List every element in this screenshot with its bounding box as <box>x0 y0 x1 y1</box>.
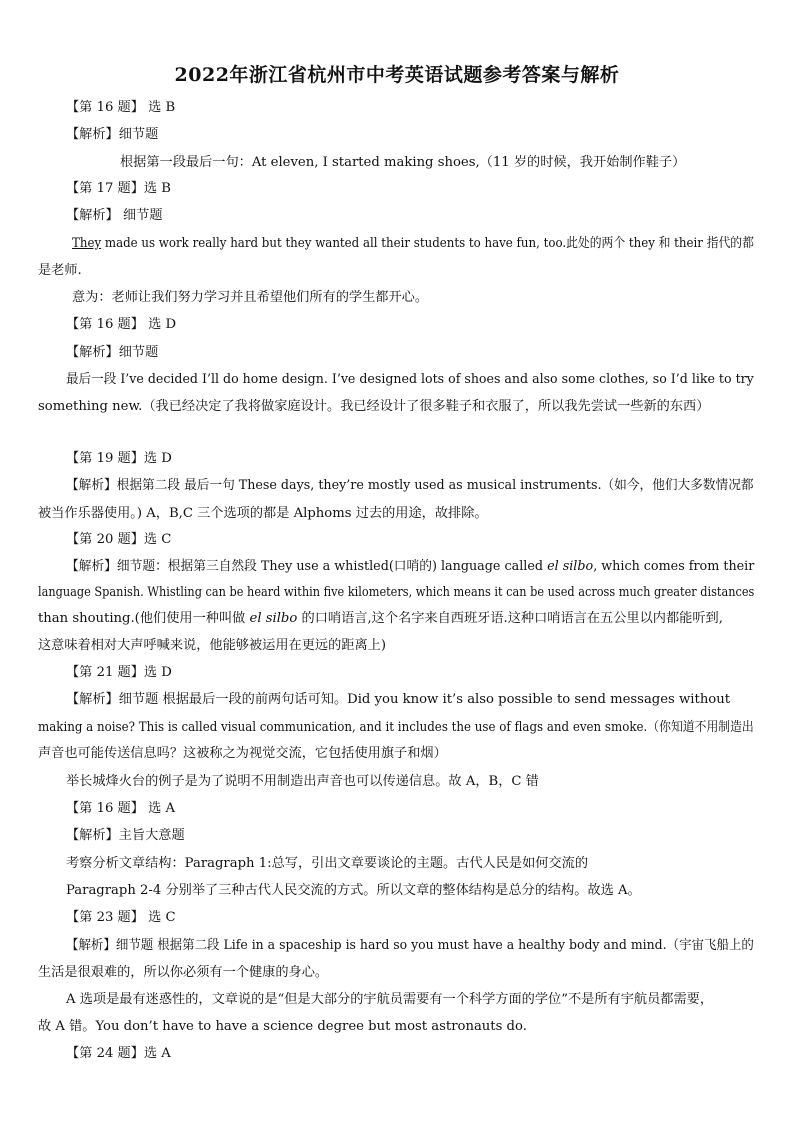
question-17-analysis-text-2: 是老师. <box>38 263 82 278</box>
question-20-analysis-text-3 <box>38 610 723 628</box>
question-17-analysis-text-rest: made us work really hard but they wanted all their students to have fun, too.此处的两个 they 和 their 指代的都 <box>101 236 754 251</box>
underlined-they: They <box>72 236 102 251</box>
question-20-text-part: 【解析】细节题：根据第三自然段 They use a whistled(口哨的) language called <box>66 559 548 574</box>
question-21-answer: 【第 21 题】选 D <box>66 665 172 680</box>
question-22-analysis-text-2: Paragraph 2-4 分别举了三种古代人民交流的方式。所以文章的整体结构是总分的结构。故选 A。 <box>66 883 641 898</box>
question-22-analysis-text: 考察分析文章结构：Paragraph 1:总写，引出文章要谈论的主题。古代人民是如何交流的 <box>66 856 589 871</box>
question-19-answer: 【第 19 题】选 D <box>66 451 172 466</box>
el-silbo-term: el silbo <box>249 611 298 626</box>
question-20-text-part: than shouting.(他们使用一种叫做 <box>38 611 250 626</box>
question-18-answer: 【第 16 题】 选 D <box>66 317 177 332</box>
question-23-answer: 【第 23 题】 选 C <box>66 910 176 925</box>
question-21-analysis-text-2: making a noise? This is called visual communication, and it includes the use of flags and even smoke.（你知道不用制造出 <box>38 720 754 735</box>
question-18-analysis-text-2: something new.（我已经决定了我将做家庭设计。我已经设计了很多鞋子和衣服了，所以我先尝试一些新的东西） <box>38 399 710 414</box>
question-16-answer: 【第 16 题】 选 B <box>66 100 176 115</box>
question-20-text-part: 的口哨语言,这个名字来自西班牙语.这种口哨语言在五公里以内都能听到, <box>297 611 723 626</box>
question-18-analysis-text: 最后一段 I’ve decided I’ll do home design. I’ve designed lots of shoes and also some clothes, so I’d like to try <box>66 372 754 387</box>
question-20-answer: 【第 20 题】选 C <box>66 532 172 547</box>
question-17-answer: 【第 17 题】选 B <box>66 181 171 196</box>
question-17-analysis-text <box>72 235 754 253</box>
question-20-analysis-text <box>66 558 754 576</box>
question-23-analysis-text-2: 生活是很艰难的，所以你必须有一个健康的身心。 <box>38 965 329 980</box>
question-20-analysis-text-4: 这意味着相对大声呼喊来说，他能够被运用在更远的距离上) <box>38 638 387 653</box>
question-18-analysis-label: 【解析】细节题 <box>66 345 159 360</box>
question-20-text-part: , which comes from their <box>593 559 755 574</box>
question-22-answer: 【第 16 题】 选 A <box>66 801 176 816</box>
question-21-analysis-text: 【解析】细节题 根据最后一段的前两句话可知。Did you know it’s also possible to send messages without <box>66 692 731 707</box>
document-title: 2022年浙江省杭州市中考英语试题参考答案与解析 <box>174 64 620 86</box>
question-17-analysis-label: 【解析】 细节题 <box>66 208 163 223</box>
question-23-option-a-note-2: 故 A 错。You don’t have to have a science degree but most astronauts do. <box>38 1019 527 1034</box>
question-22-analysis-label: 【解析】主旨大意题 <box>66 828 185 843</box>
question-16-analysis-label: 【解析】细节题 <box>66 127 159 142</box>
question-16-analysis-text: 根据第一段最后一句：At eleven, I started making shoes,（11 岁的时候，我开始制作鞋子） <box>120 155 686 170</box>
question-23-option-a-note: A 选项是最有迷惑性的，文章说的是“但是大部分的宇航员需要有一个科学方面的学位”不是所有宇航员都需要， <box>66 992 714 1007</box>
el-silbo-term: el silbo <box>547 559 594 574</box>
question-17-meaning: 意为：老师让我们努力学习并且希望他们所有的学生都开心。 <box>72 290 429 305</box>
question-20-analysis-text-2: language Spanish. Whistling can be heard within five kilometers, which means it can be used across much greater distances <box>38 585 755 600</box>
question-23-analysis-text: 【解析】细节题 根据第二段 Life in a spaceship is hard so you must have a healthy body and mind.（宇宙飞船上的 <box>66 938 754 953</box>
question-19-analysis-text: 【解析】根据第二段 最后一句 These days, they’re mostly used as musical instruments.（如今，他们大多数情况都 <box>66 478 754 493</box>
question-19-analysis-text-2: 被当作乐器使用。) A，B,C 三个选项的都是 Alphoms 过去的用途，故排除。 <box>38 506 488 521</box>
question-21-analysis-text-3: 声音也可能传送信息吗？这被称之为视觉交流，它包括使用旗子和烟） <box>38 746 447 761</box>
question-24-answer: 【第 24 题】选 A <box>66 1046 171 1061</box>
question-21-explanation: 举长城烽火台的例子是为了说明不用制造出声音也可以传递信息。故 A，B，C 错 <box>66 774 539 789</box>
